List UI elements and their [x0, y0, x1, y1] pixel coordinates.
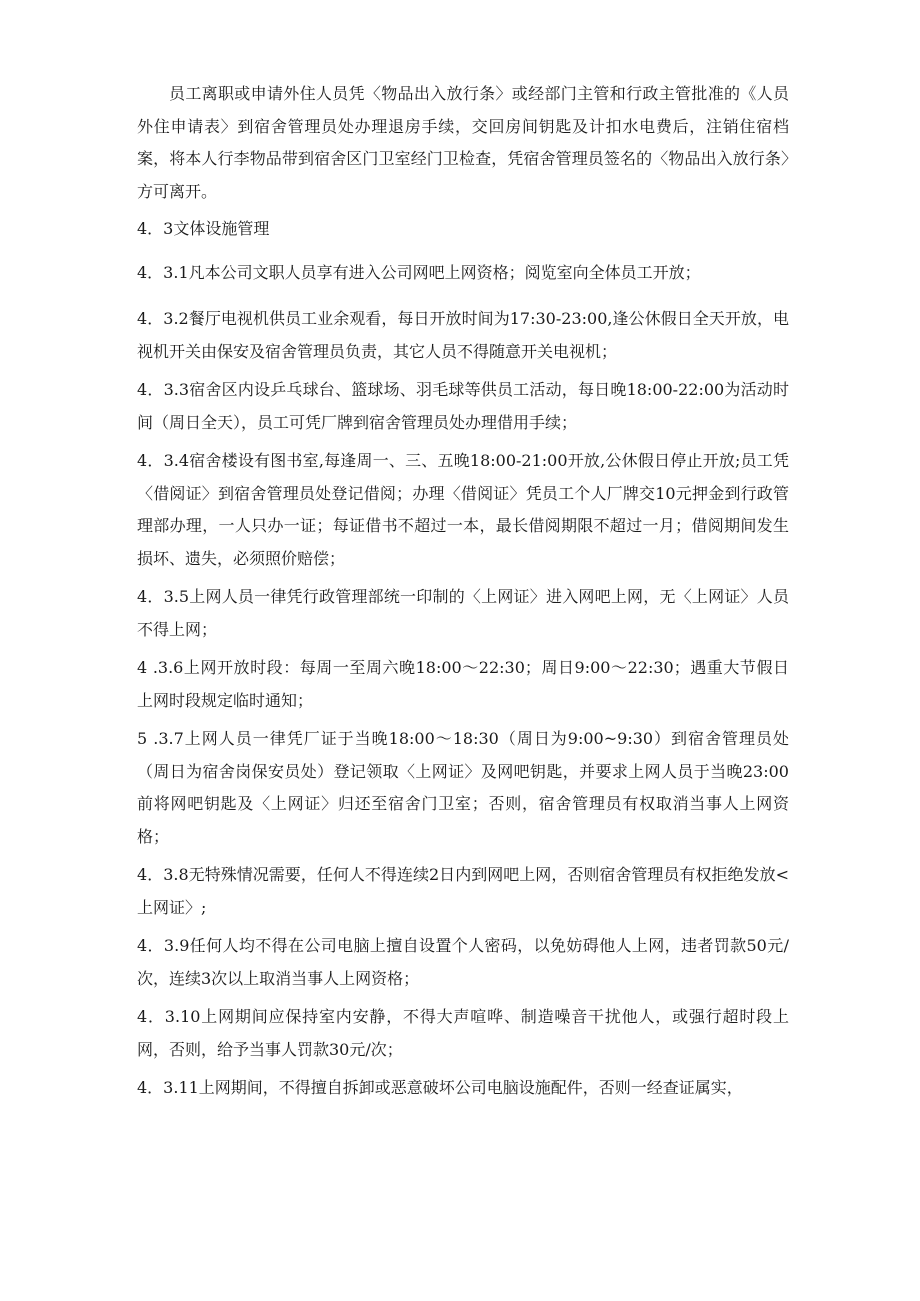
rule-item: 4 .3.6上网开放时段：每周一至周六晚18:00～22:30；周日9:00～22:30；遇重大节假日上网时段规定临时通知； — [137, 658, 789, 710]
document-page — [137, 78, 789, 1111]
rule-item: 4．3.11上网期间，不得擅自拆卸或恶意破坏公司电脑设施配件，否则一经查证属实， — [137, 1078, 743, 1097]
rule-item: 4．3.10上网期间应保持室内安静，不得大声喧哗、制造噪音干扰他人，或强行超时段上网，否则，给予当事人罚款30元/次； — [137, 1007, 789, 1059]
section-heading: 4．3文体设施管理 — [137, 219, 270, 238]
rule-item: 4．3.9任何人均不得在公司电脑上擅自设置个人密码，以免妨碍他人上网，违者罚款50元/次，连续3次以上取消当事人上网资格； — [137, 936, 789, 988]
rule-item: 4．3.5上网人员一律凭行政管理部统一印制的〈上网证〉进入网吧上网，无〈上网证〉人员不得上网； — [137, 587, 789, 639]
rule-item: 4．3.8无特殊情况需要，任何人不得连续2日内到网吧上网，否则宿舍管理员有权拒绝发放<上网证〉; — [137, 865, 789, 917]
rule-item: 5 .3.7上网人员一律凭厂证于当晚18:00～18:30（周日为9:00~9:30）到宿舍管理员处（周日为宿舍岗保安员处）登记领取〈上网证〉及网吧钥匙，并要求上网人员于当晚23:00前将网吧钥匙及〈上网证〉归还至宿舍门卫室；否则，宿舍管理员有权取消当事人上网资格； — [137, 729, 789, 846]
rule-item: 4．3.2餐厅电视机供员工业余观看，每日开放时间为17:30-23:00,逢公休假日全天开放，电视机开关由保安及宿舍管理员负责，其它人员不得随意开关电视机； — [137, 309, 789, 361]
rule-item: 4．3.1凡本公司文职人员享有进入公司网吧上网资格；阅览室向全体员工开放； — [137, 262, 701, 282]
rule-item: 4．3.3宿舍区内设乒乓球台、篮球场、羽毛球等供员工活动，每日晚18:00-22:00为活动时间（周日全天），员工可凭厂牌到宿舍管理员处办理借用手续； — [137, 380, 789, 432]
rule-item: 4．3.4宿舍楼设有图书室,每逢周一、三、五晚18:00-21:00开放,公休假日停止开放;员工凭〈借阅证〉到宿舍管理员处登记借阅；办理〈借阅证〉凭员工个人厂牌交10元押金到行政管理部办理，一人只办一证；每证借书不超过一本，最长借阅期限不超过一月；借阅期间发生损坏、遗失，必须照价赔偿； — [137, 451, 789, 568]
intro-paragraph: 员工离职或申请外住人员凭〈物品出入放行条〉或经部门主管和行政主管批准的《人员外住申请表〉到宿舍管理员处办理退房手续，交回房间钥匙及计扣水电费后，注销住宿档案，将本人行李物品带到宿舍区门卫室经门卫检查，凭宿舍管理员签名的〈物品出入放行条〉方可离开。 — [137, 84, 789, 201]
